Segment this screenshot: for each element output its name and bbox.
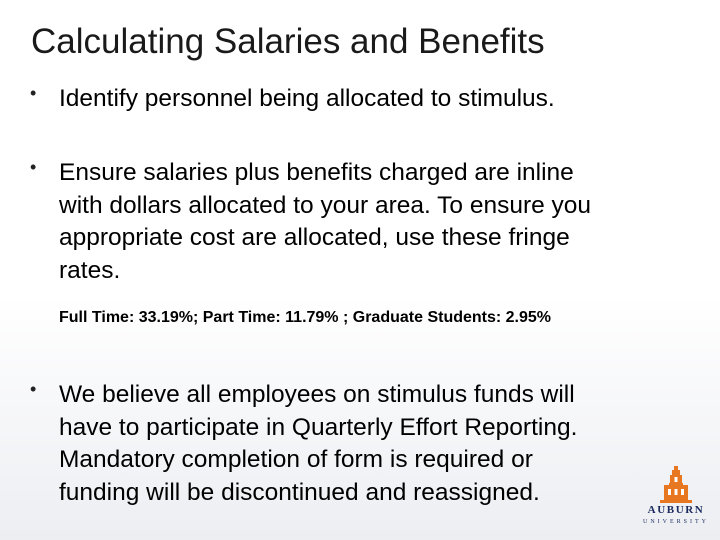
slide-title: Calculating Salaries and Benefits — [31, 22, 545, 61]
bullet-line: Mandatory completion of form is required or — [59, 446, 533, 473]
bullet-line: Ensure salaries plus benefits charged are inline — [59, 159, 574, 186]
bullet-line: with dollars allocated to your area. To ensure you — [59, 191, 592, 219]
bullet-line: We believe all employees on stimulus funds will — [59, 381, 575, 408]
bullet-item-effort-reporting — [30, 379, 690, 509]
bullet-text — [59, 83, 690, 116]
bullet-marker: • — [30, 379, 37, 399]
bullet-line: appropriate cost are allocated, use these fringe — [59, 224, 570, 251]
bullet-line: rates. — [59, 256, 121, 284]
auburn-tower-icon — [640, 466, 712, 504]
auburn-logo — [640, 466, 712, 532]
bullet-line: Identify personnel being allocated to stimulus. — [59, 85, 555, 112]
bullet-item-ensure — [30, 157, 690, 287]
bullet-line: funding will be discontinued and reassigned. — [59, 478, 540, 506]
bullet-text — [59, 157, 690, 287]
logo-wordmark: AUBURN — [647, 504, 705, 516]
bullet-line: have to participate in Quarterly Effort Reporting. — [59, 413, 578, 441]
fringe-rates: Full Time: 33.19%; Part Time: 11.79% ; Graduate Students: 2.95% — [59, 309, 552, 326]
bullet-item-identify — [30, 83, 690, 116]
bullet-marker: • — [30, 157, 37, 177]
bullet-text — [59, 379, 690, 509]
bullet-marker: • — [30, 83, 37, 103]
logo-subtitle: UNIVERSITY — [643, 519, 709, 525]
